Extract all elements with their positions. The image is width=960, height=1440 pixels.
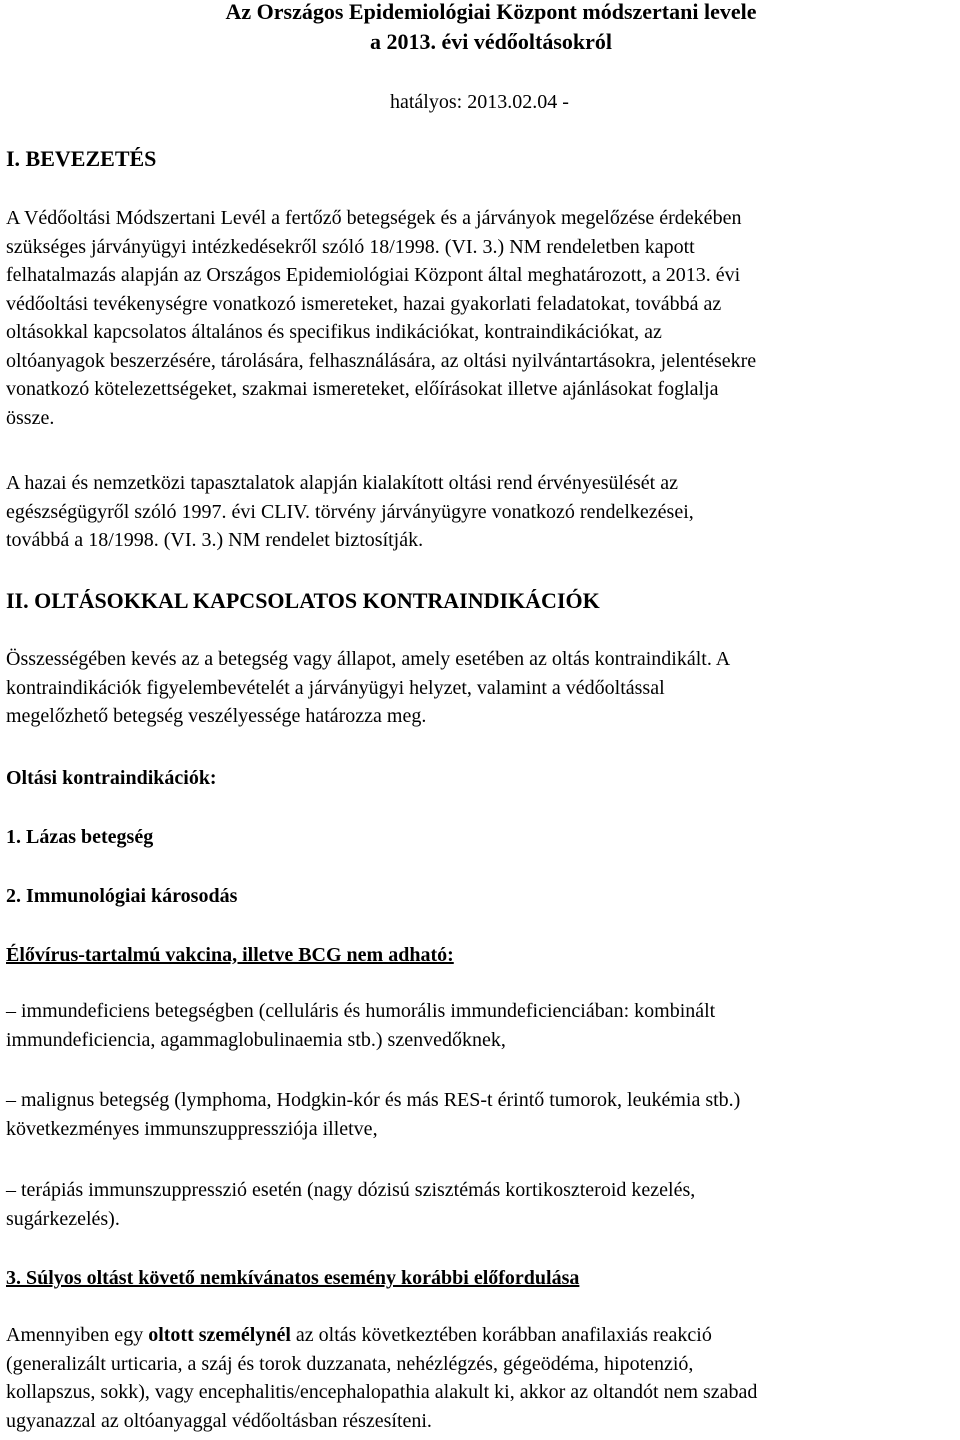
- document-title: [176, 0, 806, 57]
- text-run: Amennyiben egy: [6, 1324, 149, 1346]
- text-run: az oltás következtében korábban anafilaxiás reakció: [290, 1324, 712, 1346]
- item-3-block: [6, 1263, 960, 1293]
- text-line: – malignus betegség (lymphoma, Hodgkin-kór és más RES-t érintő tumorok, leukémia stb.): [6, 1089, 741, 1111]
- section-2-heading: II. OLTÁSOKKAL KAPCSOLATOS KONTRAINDIKÁCIÓK: [6, 588, 600, 613]
- section-1-heading-block: [6, 144, 960, 174]
- contraindications-subheading-block: [6, 763, 960, 793]
- bold-text-run: oltott személynél: [148, 1324, 291, 1346]
- text-line: védőoltási tevékenységre vonatkozó ismereteket, hazai gyakorlati feladatokat, továbbá az: [6, 292, 722, 315]
- text-line: (generalizált urticaria, a száj és torok duzzanata, nehézlégzés, gégeödéma, hipotenzió,: [6, 1352, 694, 1375]
- effective-date: hatályos: 2013.02.04 -: [390, 91, 569, 113]
- text-line: Összességében kevés az a betegség vagy állapot, amely esetében az oltás kontraindikált. A: [6, 648, 731, 670]
- section-2-heading-block: [6, 586, 960, 616]
- bullet-1: [6, 997, 960, 1054]
- title-line-2: a 2013. évi védőoltásokról: [370, 29, 612, 54]
- item-1-heading: 1. Lázas betegség: [6, 826, 154, 848]
- item-2-heading: 2. Immunológiai károsodás: [6, 885, 238, 907]
- live-vaccine-heading: Élővírus-tartalmú vakcina, illetve BCG nem adható:: [6, 944, 454, 966]
- section-2-last-paragraph: [6, 1321, 960, 1435]
- text-line: oltásokkal kapcsolatos általános és specifikus indikációkat, kontraindikációkat, az: [6, 321, 662, 343]
- section-2-paragraph-1: [6, 645, 960, 731]
- text-line: sugárkezelés).: [6, 1207, 120, 1230]
- text-line: oltóanyagok beszerzésére, tárolására, felhasználására, az oltási nyilvántartásokra, jelentésekre: [6, 349, 757, 372]
- live-vaccine-heading-block: [6, 940, 960, 970]
- text-line: – terápiás immunszuppresszió esetén (nagy dózisú szisztémás kortikoszteroid kezelés,: [6, 1179, 696, 1201]
- text-line: felhatalmazás alapján az Országos Epidemiológiai Központ által meghatározott, a 2013. évi: [6, 264, 741, 286]
- text-line: szükséges járványügyi intézkedésekről szóló 18/1998. (VI. 3.) NM rendeletben kapott: [6, 235, 695, 258]
- section-1-paragraph-1: [6, 204, 960, 432]
- text-line: – immundeficiens betegségben (celluláris és humorális immundeficienciában: kombinált: [6, 1000, 716, 1022]
- text-line: következményes immunszuppressziója illetve,: [6, 1117, 378, 1140]
- text-line: kollapszus, sokk), vagy encephalitis/encephalopathia alakult ki, akkor az oltandót nem szabad: [6, 1381, 758, 1403]
- contraindications-subheading: Oltási kontraindikációk:: [6, 767, 217, 789]
- text-line: [6, 1321, 960, 1350]
- text-line: megelőzhető betegség veszélyessége határozza meg.: [6, 705, 427, 727]
- text-line: A Védőoltási Módszertani Levél a fertőző betegségek és a járványok megelőzése érdekében: [6, 207, 742, 229]
- text-line: vonatkozó kötelezettségeket, szakmai ismereteket, előírásokat illetve ajánlásokat foglalja: [6, 378, 719, 400]
- bullet-3: [6, 1176, 960, 1233]
- text-line: össze.: [6, 406, 55, 429]
- title-line-1: Az Országos Epidemiológiai Központ módszertani levele: [225, 0, 757, 24]
- item-1-block: [6, 822, 960, 852]
- text-line: egészségügyről szóló 1997. évi CLIV. törvény járványügyre vonatkozó rendelkezései,: [6, 500, 694, 523]
- section-1-heading: I. BEVEZETÉS: [6, 146, 157, 171]
- item-2-block: [6, 881, 960, 911]
- text-line: immundeficiencia, agammaglobulinaemia stb.) szenvedőknek,: [6, 1028, 506, 1051]
- text-line: ugyanazzal az oltóanyaggal védőoltásban részesíteni.: [6, 1409, 432, 1432]
- bullet-2: [6, 1086, 960, 1143]
- text-line: A hazai és nemzetközi tapasztalatok alapján kialakított oltási rend érvényesülését az: [6, 472, 678, 494]
- text-line: továbbá a 18/1998. (VI. 3.) NM rendelet biztosítják.: [6, 529, 424, 551]
- item-3-heading: 3. Súlyos oltást követő nemkívánatos esemény korábbi előfordulása: [6, 1267, 580, 1289]
- text-line: kontraindikációk figyelembevételét a járványügyi helyzet, valamint a védőoltással: [6, 676, 665, 699]
- section-1-paragraph-2: [6, 469, 960, 555]
